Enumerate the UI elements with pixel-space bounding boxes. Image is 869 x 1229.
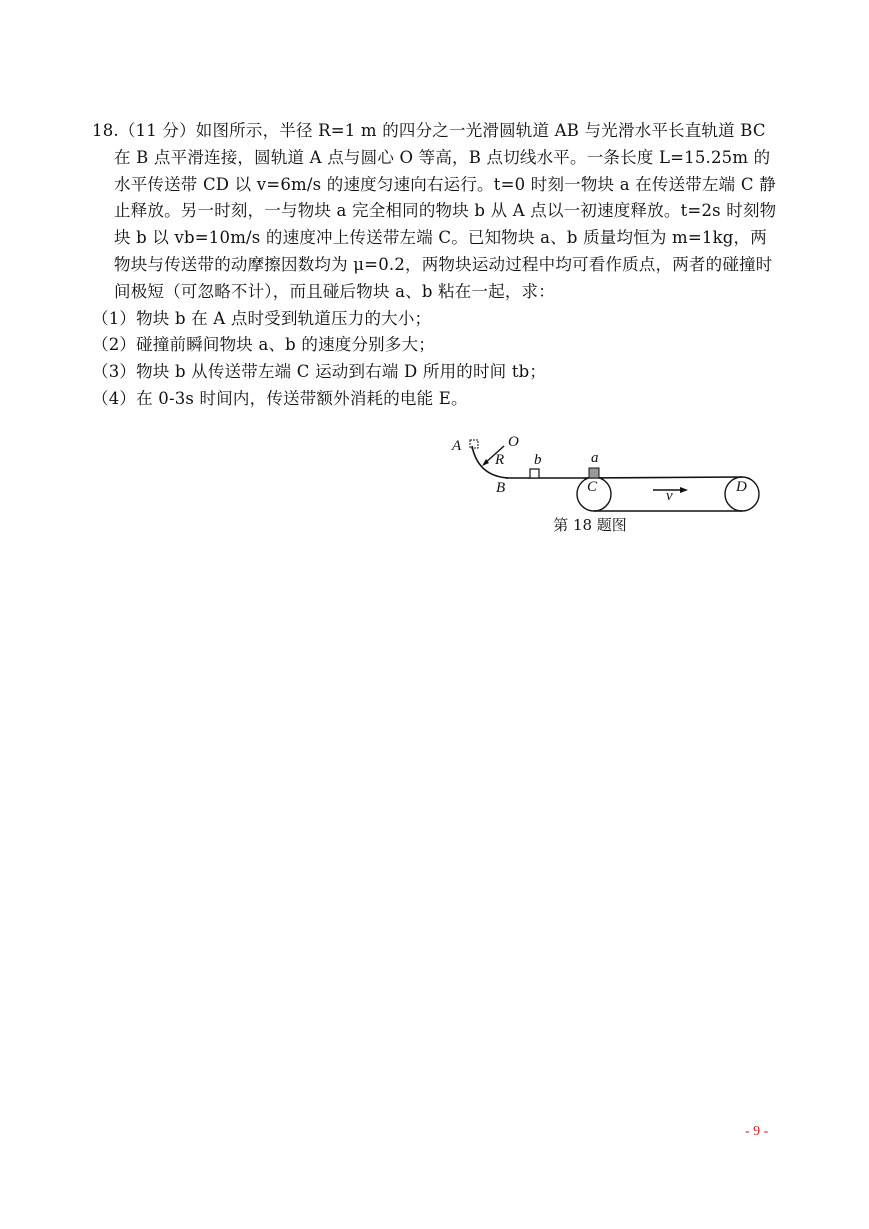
question-2: （2）碰撞前瞬间物块 a、b 的速度分别多大； [92, 335, 435, 355]
label-r-radius: R [495, 452, 505, 468]
label-block-a: a [591, 450, 599, 466]
question-3: （3）物块 b 从传送带左端 C 运动到右端 D 所用的时间 tb； [92, 362, 547, 382]
block-at-a [470, 440, 478, 448]
belt-top [578, 477, 742, 478]
label-block-b: b [534, 452, 542, 468]
question-1: （1）物块 b 在 A 点时受到轨道压力的大小； [92, 308, 432, 328]
block-b [530, 469, 539, 478]
block-a [589, 468, 599, 478]
page-number: - 9 - [745, 1124, 769, 1139]
label-b-point: B [496, 480, 506, 496]
problem-stem: 18.（11 分）如图所示，半径 R=1 m 的四分之一光滑圆轨道 AB 与光滑水平长直轨道 BC 在 B 点平滑连接，圆轨道 A 点与圆心 O 等高，B 点切线水平。一条长度 L=15.25m 的水平传送带 CD 以 v=6m/s 的速度匀速向右运行。t=0 时刻一物块 a 在传送带左端 C 静止释放。另一时刻，一与物块 a 完全相同的物块 b 从 A 点以一初速度释放。t=2s 时刻物块 b 以 vb=10m/s 的速度冲上传送带左端 C。已知物块 a、b 质量均恒为 m=1kg，两物块与传送带的动摩擦因数均为 μ=0.2，两物块运动过程中均可看作质点，两者的碰撞时间极短（可忽略不计），而且碰后物块 a、b 粘在一起，求： [92, 121, 777, 301]
label-d-point: D [736, 479, 747, 495]
problem-text [92, 118, 782, 413]
label-c-point: C [587, 479, 598, 495]
label-velocity: v [666, 488, 673, 504]
label-a-point: A [452, 438, 462, 454]
label-o-center: O [508, 434, 519, 450]
question-4: （4）在 0-3s 时间内，传送带额外消耗的电能 E。 [92, 388, 468, 408]
velocity-arrowhead [680, 487, 688, 493]
figure-caption: 第 18 题图 [553, 516, 627, 534]
